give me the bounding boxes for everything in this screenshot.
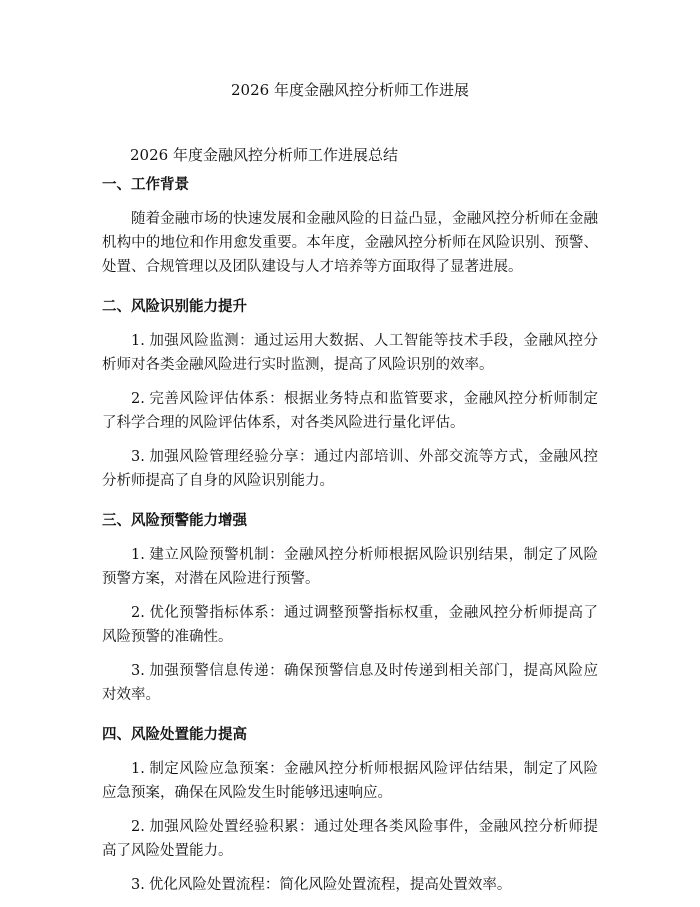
document-subtitle: 2026 年度金融风控分析师工作进展总结	[130, 146, 398, 164]
item-text: 建立风险预警机制：金融风控分析师根据风险识别结果，制定了风险预警方案，对潜在风险进行预警。	[102, 547, 598, 587]
document-body	[102, 175, 598, 907]
list-item	[102, 815, 598, 863]
item-text: 制定风险应急预案：金融风控分析师根据风险评估结果，制定了风险应急预案，确保在风险发生时能够迅速响应。	[102, 761, 598, 801]
item-text: 优化风险处置流程：简化风险处置流程，提高处置效率。	[148, 877, 512, 893]
item-number: 2.	[131, 605, 145, 621]
document-title: 2026 年度金融风控分析师工作进展	[231, 81, 469, 99]
list-item	[102, 757, 598, 805]
item-number: 1.	[131, 547, 145, 563]
item-number: 1.	[131, 761, 145, 777]
item-text: 加强预警信息传递：确保预警信息及时传递到相关部门，提高风险应对效率。	[102, 663, 598, 703]
item-text: 加强风险监测：通过运用大数据、人工智能等技术手段，金融风控分析师对各类金融风险进行实时监测，提高了风险识别的效率。	[102, 333, 598, 373]
list-item	[102, 387, 598, 435]
list-item	[102, 601, 598, 649]
paragraph-text: 随着金融市场的快速发展和金融风险的日益凸显，金融风控分析师在金融机构中的地位和作用愈发重要。本年度，金融风控分析师在风险识别、预警、处置、合规管理以及团队建设与人才培养等方面取得了显著进展。	[102, 211, 598, 275]
section-heading: 一、工作背景	[102, 177, 189, 193]
list-item	[102, 659, 598, 707]
section-heading: 三、风险预警能力增强	[102, 513, 247, 529]
section-risk-identification	[102, 297, 598, 493]
item-number: 2.	[131, 391, 145, 407]
paragraph	[102, 207, 598, 279]
list-item	[102, 445, 598, 493]
item-text: 加强风险处置经验积累：通过处理各类风险事件，金融风控分析师提高了风险处置能力。	[102, 819, 598, 859]
item-number: 1.	[131, 333, 145, 349]
item-text: 完善风险评估体系：根据业务特点和监管要求，金融风控分析师制定了科学合理的风险评估体系，对各类风险进行量化评估。	[102, 391, 598, 431]
section-risk-warning	[102, 511, 598, 707]
section-risk-handling	[102, 725, 598, 897]
list-item	[102, 329, 598, 377]
item-number: 3.	[131, 877, 145, 893]
section-background	[102, 175, 598, 279]
item-number: 3.	[131, 449, 145, 465]
list-item	[102, 873, 598, 897]
list-item	[102, 543, 598, 591]
item-number: 3.	[131, 663, 145, 679]
item-number: 2.	[131, 819, 145, 835]
section-heading: 二、风险识别能力提升	[102, 299, 247, 315]
item-text: 加强风险管理经验分享：通过内部培训、外部交流等方式，金融风控分析师提高了自身的风险识别能力。	[102, 449, 598, 489]
item-text: 优化预警指标体系：通过调整预警指标权重，金融风控分析师提高了风险预警的准确性。	[102, 605, 598, 645]
section-heading: 四、风险处置能力提高	[102, 727, 247, 743]
